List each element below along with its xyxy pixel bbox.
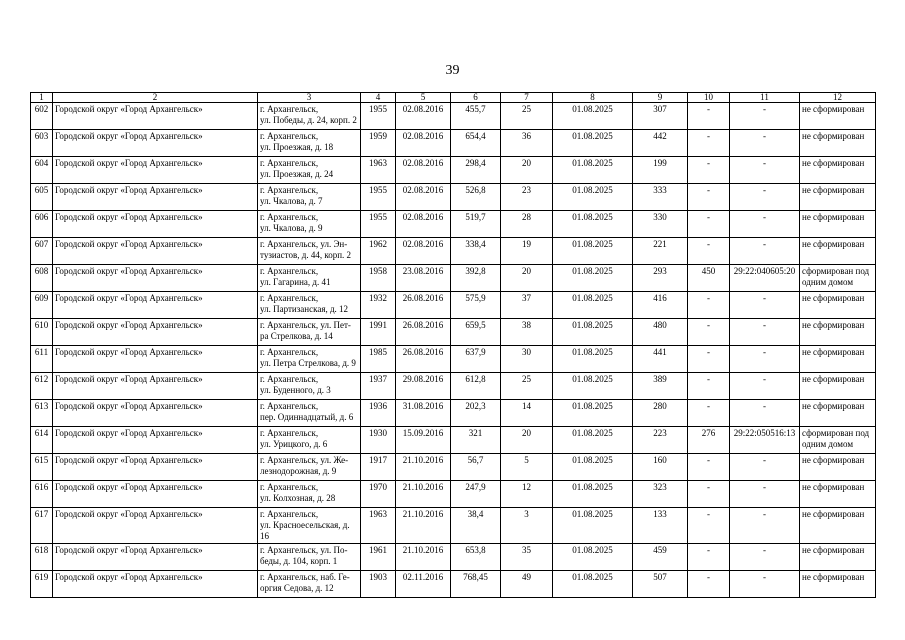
cell-c12: сформирован под одним домом	[800, 265, 876, 292]
page-number: 39	[445, 63, 460, 78]
table-row	[31, 481, 876, 508]
cell-area: 247,9	[451, 481, 501, 508]
cell-c12: не сформирован	[800, 508, 876, 544]
cell-n: 613	[31, 400, 53, 427]
cell-people: 20	[501, 427, 553, 454]
cell-c10: -	[688, 103, 730, 130]
cell-people: 38	[501, 319, 553, 346]
cell-c11: -	[730, 481, 800, 508]
cell-year: 1962	[361, 238, 396, 265]
cell-plan: 01.08.2025	[553, 292, 633, 319]
column-header: 12	[800, 93, 876, 103]
cell-people: 37	[501, 292, 553, 319]
cell-c10: -	[688, 373, 730, 400]
cell-c9: 330	[633, 211, 688, 238]
cell-date: 15.09.2016	[396, 427, 451, 454]
cell-c9: 160	[633, 454, 688, 481]
cell-c9: 280	[633, 400, 688, 427]
cell-n: 609	[31, 292, 53, 319]
cell-mo: Городской округ «Город Архангельск»	[53, 481, 258, 508]
cell-plan: 01.08.2025	[553, 400, 633, 427]
cell-year: 1970	[361, 481, 396, 508]
cell-addr: г. Архангельск, ул. Партизанская, д. 12	[258, 292, 361, 319]
cell-c12: не сформирован	[800, 544, 876, 571]
cell-area: 654,4	[451, 130, 501, 157]
table-row	[31, 508, 876, 544]
cell-c11: -	[730, 544, 800, 571]
cell-c9: 333	[633, 184, 688, 211]
cell-c12: не сформирован	[800, 211, 876, 238]
cell-n: 604	[31, 157, 53, 184]
table-row	[31, 211, 876, 238]
cell-n: 612	[31, 373, 53, 400]
cell-area: 202,3	[451, 400, 501, 427]
cell-date: 02.08.2016	[396, 211, 451, 238]
cell-c9: 133	[633, 508, 688, 544]
cell-n: 611	[31, 346, 53, 373]
cell-area: 768,45	[451, 571, 501, 598]
cell-c9: 221	[633, 238, 688, 265]
cell-year: 1955	[361, 184, 396, 211]
cell-people: 19	[501, 238, 553, 265]
column-header: 6	[451, 93, 501, 103]
cell-c10: -	[688, 454, 730, 481]
cell-year: 1937	[361, 373, 396, 400]
cell-people: 49	[501, 571, 553, 598]
table-row	[31, 400, 876, 427]
cell-c10: -	[688, 571, 730, 598]
table-row	[31, 265, 876, 292]
column-header: 11	[730, 93, 800, 103]
cell-area: 526,8	[451, 184, 501, 211]
cell-c11: -	[730, 400, 800, 427]
cell-people: 5	[501, 454, 553, 481]
cell-date: 26.08.2016	[396, 292, 451, 319]
cell-c12: не сформирован	[800, 157, 876, 184]
cell-area: 455,7	[451, 103, 501, 130]
cell-year: 1963	[361, 157, 396, 184]
cell-year: 1917	[361, 454, 396, 481]
cell-addr: г. Архангельск, ул. Проезжая, д. 24	[258, 157, 361, 184]
cell-date: 21.10.2016	[396, 508, 451, 544]
cell-n: 618	[31, 544, 53, 571]
cell-c10: -	[688, 130, 730, 157]
cell-people: 36	[501, 130, 553, 157]
cell-people: 30	[501, 346, 553, 373]
cell-c9: 293	[633, 265, 688, 292]
cell-plan: 01.08.2025	[553, 454, 633, 481]
cell-c11: -	[730, 508, 800, 544]
cell-c12: не сформирован	[800, 184, 876, 211]
cell-c12: не сформирован	[800, 400, 876, 427]
cell-mo: Городской округ «Город Архангельск»	[53, 103, 258, 130]
column-header: 8	[553, 93, 633, 103]
cell-mo: Городской округ «Город Архангельск»	[53, 238, 258, 265]
cell-c11: -	[730, 292, 800, 319]
cell-mo: Городской округ «Город Архангельск»	[53, 427, 258, 454]
column-header: 10	[688, 93, 730, 103]
cell-addr: г. Архангельск, пер. Одиннадцатый, д. 6	[258, 400, 361, 427]
cell-c9: 442	[633, 130, 688, 157]
cell-c10: -	[688, 346, 730, 373]
cell-n: 602	[31, 103, 53, 130]
cell-c11: -	[730, 130, 800, 157]
table-row	[31, 130, 876, 157]
cell-plan: 01.08.2025	[553, 508, 633, 544]
cell-c10: -	[688, 211, 730, 238]
cell-c12: не сформирован	[800, 346, 876, 373]
cell-plan: 01.08.2025	[553, 571, 633, 598]
cell-addr: г. Архангельск, ул. Красноесельская, д. 16	[258, 508, 361, 544]
cell-date: 02.11.2016	[396, 571, 451, 598]
cell-mo: Городской округ «Город Архангельск»	[53, 544, 258, 571]
cell-n: 616	[31, 481, 53, 508]
cell-c10: 450	[688, 265, 730, 292]
cell-c11: -	[730, 157, 800, 184]
cell-date: 02.08.2016	[396, 157, 451, 184]
cell-c10: -	[688, 481, 730, 508]
cell-date: 26.08.2016	[396, 346, 451, 373]
cell-n: 610	[31, 319, 53, 346]
column-header: 4	[361, 93, 396, 103]
cell-c10: -	[688, 544, 730, 571]
column-header: 9	[633, 93, 688, 103]
cell-c9: 389	[633, 373, 688, 400]
cell-date: 31.08.2016	[396, 400, 451, 427]
cell-c12: не сформирован	[800, 571, 876, 598]
cell-addr: г. Архангельск, ул. Петра Стрелкова, д. 9	[258, 346, 361, 373]
cell-c12: не сформирован	[800, 373, 876, 400]
cell-area: 338,4	[451, 238, 501, 265]
cell-addr: г. Архангельск, ул. Проезжая, д. 18	[258, 130, 361, 157]
cell-c10: -	[688, 508, 730, 544]
table-row	[31, 319, 876, 346]
cell-year: 1985	[361, 346, 396, 373]
data-table	[30, 92, 876, 598]
cell-year: 1936	[361, 400, 396, 427]
cell-date: 29.08.2016	[396, 373, 451, 400]
cell-year: 1955	[361, 211, 396, 238]
cell-c9: 459	[633, 544, 688, 571]
cell-mo: Городской округ «Город Архангельск»	[53, 373, 258, 400]
cell-n: 603	[31, 130, 53, 157]
cell-addr: г. Архангельск, ул. Колхозная, д. 28	[258, 481, 361, 508]
cell-c10: 276	[688, 427, 730, 454]
table-body	[31, 103, 876, 598]
cell-area: 612,8	[451, 373, 501, 400]
cell-year: 1961	[361, 544, 396, 571]
cell-area: 38,4	[451, 508, 501, 544]
cell-mo: Городской округ «Город Архангельск»	[53, 292, 258, 319]
cell-c9: 307	[633, 103, 688, 130]
cell-area: 637,9	[451, 346, 501, 373]
cell-c11: -	[730, 319, 800, 346]
cell-mo: Городской округ «Город Архангельск»	[53, 508, 258, 544]
cell-c9: 441	[633, 346, 688, 373]
cell-people: 20	[501, 157, 553, 184]
cell-area: 659,5	[451, 319, 501, 346]
cell-date: 21.10.2016	[396, 544, 451, 571]
cell-addr: г. Архангельск, ул. Же- лезнодорожная, д. 9	[258, 454, 361, 481]
cell-people: 25	[501, 103, 553, 130]
table-row	[31, 373, 876, 400]
cell-area: 653,8	[451, 544, 501, 571]
cell-plan: 01.08.2025	[553, 346, 633, 373]
table-row	[31, 454, 876, 481]
cell-c10: -	[688, 157, 730, 184]
cell-date: 02.08.2016	[396, 103, 451, 130]
cell-n: 606	[31, 211, 53, 238]
table-row	[31, 238, 876, 265]
table-row	[31, 544, 876, 571]
cell-addr: г. Архангельск, ул. Чкалова, д. 9	[258, 211, 361, 238]
cell-people: 28	[501, 211, 553, 238]
cell-area: 56,7	[451, 454, 501, 481]
cell-area: 519,7	[451, 211, 501, 238]
cell-plan: 01.08.2025	[553, 319, 633, 346]
cell-plan: 01.08.2025	[553, 265, 633, 292]
cell-area: 392,8	[451, 265, 501, 292]
cell-date: 26.08.2016	[396, 319, 451, 346]
cell-mo: Городской округ «Город Архангельск»	[53, 130, 258, 157]
cell-n: 607	[31, 238, 53, 265]
cell-date: 02.08.2016	[396, 238, 451, 265]
cell-c11: 29:22:040605:20	[730, 265, 800, 292]
cell-year: 1963	[361, 508, 396, 544]
cell-addr: г. Архангельск, ул. Пет- ра Стрелкова, д. 14	[258, 319, 361, 346]
cell-c9: 480	[633, 319, 688, 346]
cell-year: 1955	[361, 103, 396, 130]
cell-c12: не сформирован	[800, 238, 876, 265]
cell-area: 298,4	[451, 157, 501, 184]
cell-c9: 416	[633, 292, 688, 319]
cell-people: 23	[501, 184, 553, 211]
header-row	[31, 93, 876, 103]
cell-people: 35	[501, 544, 553, 571]
cell-n: 617	[31, 508, 53, 544]
cell-c12: не сформирован	[800, 292, 876, 319]
cell-c11: -	[730, 211, 800, 238]
cell-n: 619	[31, 571, 53, 598]
cell-addr: г. Архангельск, ул. Буденного, д. 3	[258, 373, 361, 400]
table-row	[31, 103, 876, 130]
cell-n: 614	[31, 427, 53, 454]
table-row	[31, 292, 876, 319]
table-row	[31, 571, 876, 598]
cell-mo: Городской округ «Город Архангельск»	[53, 265, 258, 292]
cell-plan: 01.08.2025	[553, 238, 633, 265]
cell-c10: -	[688, 319, 730, 346]
cell-c9: 323	[633, 481, 688, 508]
cell-mo: Городской округ «Город Архангельск»	[53, 571, 258, 598]
cell-c11: -	[730, 346, 800, 373]
cell-year: 1930	[361, 427, 396, 454]
cell-c9: 507	[633, 571, 688, 598]
cell-plan: 01.08.2025	[553, 211, 633, 238]
cell-c12: сформирован под одним домом	[800, 427, 876, 454]
cell-addr: г. Архангельск, ул. Эн- тузиастов, д. 44, корп. 2	[258, 238, 361, 265]
column-header: 1	[31, 93, 53, 103]
cell-c11: -	[730, 454, 800, 481]
cell-mo: Городской округ «Город Архангельск»	[53, 319, 258, 346]
cell-mo: Городской округ «Город Архангельск»	[53, 400, 258, 427]
cell-people: 20	[501, 265, 553, 292]
cell-c9: 199	[633, 157, 688, 184]
cell-addr: г. Архангельск, ул. По- беды, д. 104, корп. 1	[258, 544, 361, 571]
cell-addr: г. Архангельск, наб. Ге- оргия Седова, д. 12	[258, 571, 361, 598]
cell-c9: 223	[633, 427, 688, 454]
cell-plan: 01.08.2025	[553, 157, 633, 184]
cell-addr: г. Архангельск, ул. Чкалова, д. 7	[258, 184, 361, 211]
table-row	[31, 346, 876, 373]
cell-year: 1903	[361, 571, 396, 598]
cell-date: 21.10.2016	[396, 481, 451, 508]
cell-mo: Городской округ «Город Архангельск»	[53, 454, 258, 481]
cell-year: 1932	[361, 292, 396, 319]
cell-mo: Городской округ «Город Архангельск»	[53, 346, 258, 373]
cell-c12: не сформирован	[800, 481, 876, 508]
cell-date: 02.08.2016	[396, 130, 451, 157]
cell-c11: -	[730, 238, 800, 265]
cell-plan: 01.08.2025	[553, 103, 633, 130]
cell-c12: не сформирован	[800, 454, 876, 481]
cell-c11: -	[730, 571, 800, 598]
table-row	[31, 427, 876, 454]
table-row	[31, 157, 876, 184]
cell-c10: -	[688, 184, 730, 211]
cell-plan: 01.08.2025	[553, 481, 633, 508]
cell-people: 14	[501, 400, 553, 427]
cell-c11: -	[730, 103, 800, 130]
cell-c10: -	[688, 292, 730, 319]
cell-n: 605	[31, 184, 53, 211]
cell-people: 3	[501, 508, 553, 544]
cell-c11: -	[730, 373, 800, 400]
cell-c12: не сформирован	[800, 319, 876, 346]
column-header: 2	[53, 93, 258, 103]
cell-addr: г. Архангельск, ул. Гагарина, д. 41	[258, 265, 361, 292]
cell-c12: не сформирован	[800, 103, 876, 130]
cell-people: 25	[501, 373, 553, 400]
cell-year: 1958	[361, 265, 396, 292]
cell-area: 321	[451, 427, 501, 454]
cell-year: 1991	[361, 319, 396, 346]
cell-date: 23.08.2016	[396, 265, 451, 292]
cell-n: 608	[31, 265, 53, 292]
cell-c12: не сформирован	[800, 130, 876, 157]
cell-plan: 01.08.2025	[553, 427, 633, 454]
cell-c11: 29:22:050516:13	[730, 427, 800, 454]
cell-mo: Городской округ «Город Архангельск»	[53, 184, 258, 211]
cell-date: 21.10.2016	[396, 454, 451, 481]
cell-plan: 01.08.2025	[553, 544, 633, 571]
cell-addr: г. Архангельск, ул. Урицкого, д. 6	[258, 427, 361, 454]
column-header: 5	[396, 93, 451, 103]
cell-plan: 01.08.2025	[553, 373, 633, 400]
cell-mo: Городской округ «Город Архангельск»	[53, 211, 258, 238]
column-header: 7	[501, 93, 553, 103]
cell-plan: 01.08.2025	[553, 130, 633, 157]
table-row	[31, 184, 876, 211]
cell-mo: Городской округ «Город Архангельск»	[53, 157, 258, 184]
cell-area: 575,9	[451, 292, 501, 319]
cell-year: 1959	[361, 130, 396, 157]
cell-c10: -	[688, 400, 730, 427]
cell-people: 12	[501, 481, 553, 508]
cell-addr: г. Архангельск, ул. Победы, д. 24, корп. 2	[258, 103, 361, 130]
cell-n: 615	[31, 454, 53, 481]
cell-plan: 01.08.2025	[553, 184, 633, 211]
cell-date: 02.08.2016	[396, 184, 451, 211]
cell-c11: -	[730, 184, 800, 211]
cell-c10: -	[688, 238, 730, 265]
column-header: 3	[258, 93, 361, 103]
